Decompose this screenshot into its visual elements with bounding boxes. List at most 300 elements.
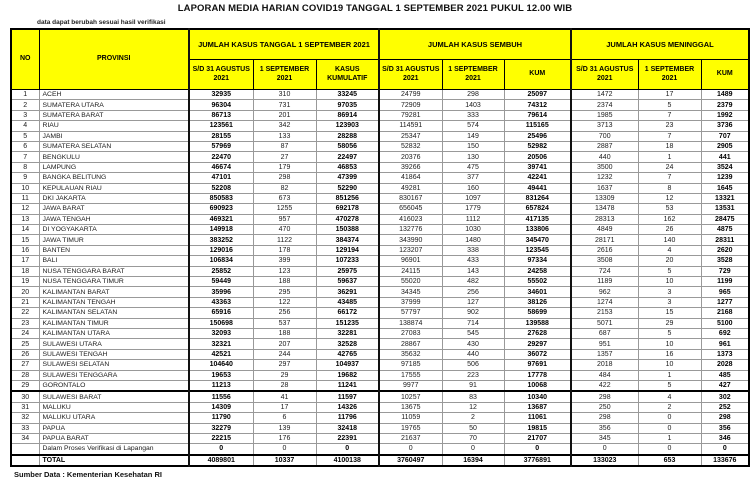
cell-value: 32528 [316, 339, 379, 349]
table-row [11, 110, 749, 120]
table-row [11, 90, 749, 100]
cell-value: 28475 [701, 214, 749, 224]
cell-no: 33 [11, 423, 39, 433]
cell-value: 27628 [504, 328, 571, 338]
cell-value: 22215 [189, 433, 253, 443]
cell-value: 87 [253, 141, 316, 151]
cell-value: 342 [253, 121, 316, 131]
cell-value: 59449 [189, 277, 253, 287]
cell-value: 22470 [189, 152, 253, 162]
cell-value: 22391 [316, 433, 379, 443]
cell-value: 32321 [189, 339, 253, 349]
cell-value: 25097 [504, 90, 571, 100]
cell-value: 297 [253, 360, 316, 370]
cell-value: 0 [701, 444, 749, 455]
cell-value: 6 [253, 413, 316, 423]
cell-value: 1255 [253, 204, 316, 214]
cell-provinsi: JAMBI [39, 131, 189, 141]
cell-value: 1645 [701, 183, 749, 193]
cell-value: 41 [253, 391, 316, 402]
cell-value: 656045 [379, 204, 442, 214]
cell-value: 74312 [504, 100, 571, 110]
cell-value: 86914 [316, 110, 379, 120]
col-header-kasus-1sep: 1 SEPTEMBER 2021 [253, 60, 316, 90]
cell-value: 12 [442, 402, 504, 412]
cell-value: 178 [253, 245, 316, 255]
cell-value: 97185 [379, 360, 442, 370]
cell-value: 0 [253, 444, 316, 455]
cell-provinsi: KALIMANTAN UTARA [39, 328, 189, 338]
cell-no: 17 [11, 256, 39, 266]
cell-value: 3 [638, 297, 701, 307]
cell-value: 384374 [316, 235, 379, 245]
cell-value: 34601 [504, 287, 571, 297]
cell-value: 14309 [189, 402, 253, 412]
cell-value: 965 [701, 287, 749, 297]
cell-value: 32279 [189, 423, 253, 433]
cell-value: 724 [571, 266, 638, 276]
table-row [11, 100, 749, 110]
cell-value: 961 [701, 339, 749, 349]
cell-value: 690923 [189, 204, 253, 214]
cell-provinsi: KALIMANTAN BARAT [39, 287, 189, 297]
col-group-meninggal: JUMLAH KASUS MENINGGAL [571, 29, 749, 60]
cell-value: 11790 [189, 413, 253, 423]
cell-value: 302 [701, 391, 749, 402]
cell-value: 12 [638, 193, 701, 203]
col-header-kasus-kumulatif: KASUS KUMULATIF [316, 60, 379, 90]
table-row [11, 413, 749, 423]
cell-value: 97334 [504, 256, 571, 266]
cell-value: 28313 [571, 214, 638, 224]
cell-value: 32935 [189, 90, 253, 100]
cell-no [11, 455, 39, 466]
cell-value: 28155 [189, 131, 253, 141]
cell-value: 25852 [189, 266, 253, 276]
cell-value: 377 [442, 173, 504, 183]
cell-value: 7 [638, 110, 701, 120]
cell-value: 1489 [701, 90, 749, 100]
cell-value: 482 [442, 277, 504, 287]
cell-value: 11597 [316, 391, 379, 402]
cell-value: 1992 [701, 110, 749, 120]
cell-value: 2168 [701, 308, 749, 318]
cell-value: 298 [571, 391, 638, 402]
cell-value: 5 [638, 266, 701, 276]
cell-value: 0 [638, 413, 701, 423]
cell-value: 250 [571, 402, 638, 412]
cell-no: 2 [11, 100, 39, 110]
cell-value: 1277 [701, 297, 749, 307]
cell-value: 96901 [379, 256, 442, 266]
disclaimer-note: data dapat berubah sesuai hasil verifikasi [37, 19, 166, 26]
cell-no: 9 [11, 173, 39, 183]
cell-no: 28 [11, 370, 39, 380]
table-row [11, 391, 749, 402]
cell-value: 25496 [504, 131, 571, 141]
cell-provinsi: BENGKULU [39, 152, 189, 162]
table-row [11, 308, 749, 318]
cell-value: 7 [638, 131, 701, 141]
col-header-meninggal-kum: KUM [701, 60, 749, 90]
cell-no: 25 [11, 339, 39, 349]
cell-value: 13309 [571, 193, 638, 203]
cell-value: 470278 [316, 214, 379, 224]
cell-value: 692 [701, 328, 749, 338]
cell-value: 133676 [701, 455, 749, 466]
cell-value: 256 [253, 308, 316, 318]
cell-value: 256 [442, 287, 504, 297]
cell-provinsi: JAWA TENGAH [39, 214, 189, 224]
cell-value: 150388 [316, 225, 379, 235]
cell-value: 5 [638, 328, 701, 338]
cell-value: 19653 [189, 370, 253, 380]
cell-value: 4 [638, 391, 701, 402]
cell-value: 79614 [504, 110, 571, 120]
cell-value: 3 [638, 287, 701, 297]
cell-value: 2620 [701, 245, 749, 255]
cell-provinsi: BANTEN [39, 245, 189, 255]
cell-value: 1472 [571, 90, 638, 100]
cell-value: 79281 [379, 110, 442, 120]
cell-value: 36072 [504, 349, 571, 359]
cell-no: 5 [11, 131, 39, 141]
cell-value: 1 [638, 152, 701, 162]
cell-provinsi: MALUKU UTARA [39, 413, 189, 423]
cell-value: 3508 [571, 256, 638, 266]
table-row [11, 380, 749, 391]
cell-value: 123 [253, 266, 316, 276]
cell-value: 1985 [571, 110, 638, 120]
cell-value: 3736 [701, 121, 749, 131]
cell-provinsi: SUMATERA UTARA [39, 100, 189, 110]
cell-value: 707 [701, 131, 749, 141]
table-row [11, 214, 749, 224]
table-row [11, 360, 749, 370]
cell-provinsi: SULAWESI TENGGARA [39, 370, 189, 380]
cell-value: 485 [701, 370, 749, 380]
cell-value: 19815 [504, 423, 571, 433]
cell-value: 41864 [379, 173, 442, 183]
cell-value: 433 [442, 256, 504, 266]
cell-no: 32 [11, 413, 39, 423]
cell-value: 53 [638, 204, 701, 214]
cell-value: 0 [316, 444, 379, 455]
cell-value: 687 [571, 328, 638, 338]
cell-value: 10068 [504, 380, 571, 391]
cell-value: 338 [442, 245, 504, 255]
cell-value: 86713 [189, 110, 253, 120]
cell-value: 2018 [571, 360, 638, 370]
cell-value: 13687 [504, 402, 571, 412]
cell-no: 10 [11, 183, 39, 193]
cell-value: 70 [442, 433, 504, 443]
cell-no: 13 [11, 214, 39, 224]
cell-value: 1637 [571, 183, 638, 193]
cell-provinsi: ACEH [39, 90, 189, 100]
col-group-kasus: JUMLAH KASUS TANGGAL 1 SEPTEMBER 2021 [189, 29, 379, 60]
cell-provinsi: DI YOGYAKARTA [39, 225, 189, 235]
cell-value: 24 [638, 162, 701, 172]
cell-value: 850583 [189, 193, 253, 203]
cell-value: 19765 [379, 423, 442, 433]
cell-value: 16394 [442, 455, 504, 466]
cell-value: 2 [638, 402, 701, 412]
cell-value: 673 [253, 193, 316, 203]
cell-value: 207 [253, 339, 316, 349]
table-row [11, 266, 749, 276]
cell-value: 123207 [379, 245, 442, 255]
cell-value: 11556 [189, 391, 253, 402]
cell-value: 5 [638, 100, 701, 110]
cell-value: 52982 [504, 141, 571, 151]
cell-value: 1189 [571, 277, 638, 287]
cell-value: 123545 [504, 245, 571, 255]
cell-value: 356 [701, 423, 749, 433]
cell-value: 298 [442, 90, 504, 100]
table-row [11, 339, 749, 349]
cell-value: 29 [253, 370, 316, 380]
cell-value: 902 [442, 308, 504, 318]
cell-value: 346 [701, 433, 749, 443]
cell-value: 1097 [442, 193, 504, 203]
cell-no: 26 [11, 349, 39, 359]
cell-value: 106834 [189, 256, 253, 266]
cell-value: 469321 [189, 214, 253, 224]
cell-value: 46674 [189, 162, 253, 172]
cell-value: 440 [571, 152, 638, 162]
cell-value: 150698 [189, 318, 253, 328]
cell-value: 13321 [701, 193, 749, 203]
cell-value: 1403 [442, 100, 504, 110]
cell-provinsi: NUSA TENGGARA BARAT [39, 266, 189, 276]
cell-value: 2887 [571, 141, 638, 151]
data-source-note: Sumber Data : Kementerian Kesehatan RI [14, 470, 162, 479]
cell-value: 20 [638, 256, 701, 266]
cell-value: 1274 [571, 297, 638, 307]
cell-value: 1 [638, 433, 701, 443]
cell-provinsi: LAMPUNG [39, 162, 189, 172]
cell-no: 30 [11, 391, 39, 402]
cell-provinsi: SULAWESI BARAT [39, 391, 189, 402]
cell-value: 149918 [189, 225, 253, 235]
cell-value: 0 [504, 444, 571, 455]
cell-value: 2028 [701, 360, 749, 370]
cell-value: 35996 [189, 287, 253, 297]
cell-value: 3500 [571, 162, 638, 172]
cell-value: 129016 [189, 245, 253, 255]
cell-value: 356 [571, 423, 638, 433]
cell-value: 139588 [504, 318, 571, 328]
cell-value: 52290 [316, 183, 379, 193]
cell-value: 58056 [316, 141, 379, 151]
cell-value: 21707 [504, 433, 571, 443]
cell-value: 1030 [442, 225, 504, 235]
cell-value: 14326 [316, 402, 379, 412]
cell-value: 149 [442, 131, 504, 141]
cell-no: 16 [11, 245, 39, 255]
table-row [11, 204, 749, 214]
cell-value: 3528 [701, 256, 749, 266]
cell-value: 298 [701, 413, 749, 423]
cell-value: 21637 [379, 433, 442, 443]
cell-value: 10337 [253, 455, 316, 466]
cell-no: 15 [11, 235, 39, 245]
cell-value: 1480 [442, 235, 504, 245]
cell-value: 383252 [189, 235, 253, 245]
table-row [11, 162, 749, 172]
cell-value: 23 [638, 121, 701, 131]
table-row [11, 225, 749, 235]
cell-value: 57797 [379, 308, 442, 318]
cell-value: 16 [638, 349, 701, 359]
cell-value: 4 [638, 245, 701, 255]
cell-no: 24 [11, 328, 39, 338]
covid-report-table [10, 28, 750, 467]
cell-provinsi: Dalam Proses Verifikasi di Lapangan [39, 444, 189, 455]
cell-value: 107233 [316, 256, 379, 266]
cell-value: 123561 [189, 121, 253, 131]
cell-value: 115165 [504, 121, 571, 131]
cell-value: 188 [253, 328, 316, 338]
cell-value: 162 [638, 214, 701, 224]
cell-value: 28171 [571, 235, 638, 245]
cell-value: 24258 [504, 266, 571, 276]
header-group-row [11, 29, 749, 60]
cell-value: 151235 [316, 318, 379, 328]
table-row [11, 173, 749, 183]
cell-value: 28867 [379, 339, 442, 349]
cell-value: 72909 [379, 100, 442, 110]
cell-value: 50 [442, 423, 504, 433]
table-row [11, 245, 749, 255]
cell-value: 545 [442, 328, 504, 338]
cell-value: 114591 [379, 121, 442, 131]
cell-value: 24115 [379, 266, 442, 276]
cell-value: 951 [571, 339, 638, 349]
table-row [11, 297, 749, 307]
cell-value: 104937 [316, 360, 379, 370]
cell-provinsi: JAWA BARAT [39, 204, 189, 214]
cell-value: 13478 [571, 204, 638, 214]
cell-provinsi: SULAWESI UTARA [39, 339, 189, 349]
cell-no: 34 [11, 433, 39, 443]
cell-value: 22497 [316, 152, 379, 162]
cell-value: 295 [253, 287, 316, 297]
cell-value: 66172 [316, 308, 379, 318]
col-header-sembuh-sd: S/D 31 AGUSTUS 2021 [379, 60, 442, 90]
cell-provinsi: KALIMANTAN SELATAN [39, 308, 189, 318]
cell-value: 123903 [316, 121, 379, 131]
cell-value: 470 [253, 225, 316, 235]
cell-value: 28 [253, 380, 316, 391]
cell-value: 38126 [504, 297, 571, 307]
cell-provinsi: GORONTALO [39, 380, 189, 391]
cell-value: 692178 [316, 204, 379, 214]
cell-value: 139 [253, 423, 316, 433]
cell-value: 17 [253, 402, 316, 412]
cell-value: 34345 [379, 287, 442, 297]
cell-value: 417135 [504, 214, 571, 224]
cell-value: 188 [253, 277, 316, 287]
cell-no: 12 [11, 204, 39, 214]
cell-value: 440 [442, 349, 504, 359]
cell-no: 11 [11, 193, 39, 203]
cell-provinsi: TOTAL [39, 455, 189, 466]
cell-value: 537 [253, 318, 316, 328]
cell-no: 23 [11, 318, 39, 328]
cell-value: 1232 [571, 173, 638, 183]
cell-value: 143 [442, 266, 504, 276]
cell-value: 122 [253, 297, 316, 307]
table-row [11, 235, 749, 245]
cell-value: 11061 [504, 413, 571, 423]
col-group-sembuh: JUMLAH KASUS SEMBUH [379, 29, 571, 60]
cell-value: 201 [253, 110, 316, 120]
cell-value: 59637 [316, 277, 379, 287]
page-title: LAPORAN MEDIA HARIAN COVID19 TANGGAL 1 SEPTEMBER 2021 PUKUL 12.00 WIB [177, 3, 573, 14]
cell-value: 5 [638, 380, 701, 391]
cell-value: 10340 [504, 391, 571, 402]
cell-no: 31 [11, 402, 39, 412]
cell-value: 19682 [316, 370, 379, 380]
cell-value: 13675 [379, 402, 442, 412]
cell-no: 27 [11, 360, 39, 370]
table-row [11, 131, 749, 141]
cell-value: 310 [253, 90, 316, 100]
cell-value: 36291 [316, 287, 379, 297]
cell-value: 5100 [701, 318, 749, 328]
cell-value: 15 [638, 308, 701, 318]
table-row [11, 423, 749, 433]
cell-value: 39741 [504, 162, 571, 172]
cell-value: 43485 [316, 297, 379, 307]
cell-value: 132776 [379, 225, 442, 235]
cell-value: 46853 [316, 162, 379, 172]
cell-value: 42765 [316, 349, 379, 359]
col-header-provinsi: PROVINSI [39, 29, 189, 90]
cell-value: 441 [701, 152, 749, 162]
cell-provinsi: BALI [39, 256, 189, 266]
col-header-meninggal-1sep: 1 SEPTEMBER 2021 [638, 60, 701, 90]
cell-value: 1373 [701, 349, 749, 359]
covid-report-table-wrap [10, 28, 750, 467]
col-header-meninggal-sd: S/D 31 AGUSTUS 2021 [571, 60, 638, 90]
cell-value: 11059 [379, 413, 442, 423]
cell-value: 399 [253, 256, 316, 266]
cell-value: 1199 [701, 277, 749, 287]
table-row [11, 193, 749, 203]
cell-provinsi: SUMATERA BARAT [39, 110, 189, 120]
cell-value: 28288 [316, 131, 379, 141]
cell-provinsi: JAWA TIMUR [39, 235, 189, 245]
cell-no: 8 [11, 162, 39, 172]
cell-value: 11213 [189, 380, 253, 391]
cell-value: 55502 [504, 277, 571, 287]
cell-value: 223 [442, 370, 504, 380]
table-row [11, 318, 749, 328]
cell-value: 24799 [379, 90, 442, 100]
cell-value: 10 [638, 277, 701, 287]
cell-no [11, 444, 39, 455]
cell-provinsi: PAPUA [39, 423, 189, 433]
cell-no: 19 [11, 277, 39, 287]
cell-value: 97035 [316, 100, 379, 110]
cell-value: 416023 [379, 214, 442, 224]
cell-value: 1 [638, 370, 701, 380]
cell-value: 52832 [379, 141, 442, 151]
cell-value: 179 [253, 162, 316, 172]
